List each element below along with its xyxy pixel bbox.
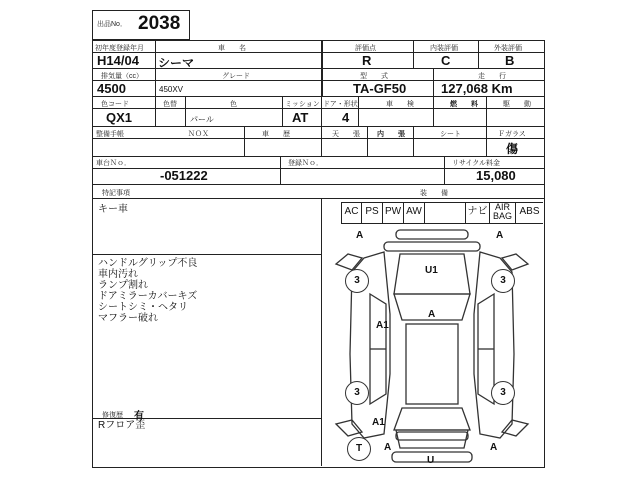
v-line: [413, 40, 414, 68]
h-line: [92, 418, 321, 419]
color-value: パール: [190, 115, 214, 124]
v-line: [433, 68, 434, 96]
remark-note: マフラー破れ: [98, 313, 158, 324]
v-line: [321, 126, 322, 156]
exterior-label: 外装評価: [494, 45, 522, 52]
v-line: [486, 96, 487, 126]
remark-note: シートシミ・ヘタリ: [98, 302, 188, 313]
interior-value: C: [441, 53, 451, 68]
damage-front-left: A: [356, 230, 364, 241]
front-bumper: [396, 230, 468, 239]
reg-date-value: H14/04: [97, 53, 139, 68]
damage-front-right: A: [496, 230, 504, 241]
v-line: [358, 96, 359, 126]
v-line: [282, 96, 283, 126]
damage-right-front-circle: 3: [491, 269, 515, 293]
drive-label: 駆 動: [503, 101, 531, 108]
score-value: R: [362, 53, 372, 68]
damage-left-rear-circle: 3: [345, 381, 369, 405]
car-name-label: 車 名: [218, 45, 246, 52]
inner-panel-label: 内 張: [377, 131, 405, 138]
v-line: [185, 96, 186, 126]
repair-note: Rフロア歪: [98, 420, 146, 431]
fuel-label: 燃 料: [450, 101, 478, 108]
model-label: 型 式: [360, 73, 388, 80]
door-label: ドア・形状: [323, 101, 358, 108]
grade-value: 450XV: [159, 85, 184, 94]
h-line: [92, 138, 544, 139]
remarks-label: 特記事項: [102, 190, 130, 197]
h-line: [92, 96, 544, 97]
remarks-notes-list: [98, 258, 197, 324]
displacement-label: 排気量（cc）: [101, 73, 143, 80]
right-rear-fender: [502, 420, 528, 436]
paint-change-label: 色替: [163, 101, 177, 108]
mileage-value: 127,068 Km: [441, 81, 513, 96]
repair-history-value: 有: [134, 411, 144, 422]
door-value: 4: [342, 110, 350, 125]
exhibit-label: 出品No．: [97, 21, 127, 28]
service-book-label: 整備手帳: [96, 131, 124, 138]
inspection-label: 車 検: [386, 101, 414, 108]
exhibit-number: 2038: [138, 13, 181, 34]
v-line: [244, 126, 245, 156]
car-name-value: シーマ: [158, 56, 195, 70]
remark-note: ハンドルグリップ不良: [98, 258, 198, 269]
color-code-value: QX1: [106, 110, 133, 125]
rear-window: [394, 408, 470, 430]
color-label: 色: [230, 101, 237, 108]
damage-rear-t-circle: T: [347, 437, 371, 461]
equip-airbag: AIR BAG: [492, 202, 512, 221]
car-diagram: [322, 224, 542, 466]
mission-label: ミッション: [285, 101, 320, 108]
displacement-value: 4500: [97, 81, 126, 96]
mission-value: AT: [292, 110, 309, 125]
damage-roof: U1: [425, 265, 438, 276]
v-line: [321, 40, 323, 96]
equip-navi: ナビ: [467, 206, 488, 217]
repair-history-label: 修復歴: [102, 412, 123, 419]
v-line: [486, 126, 487, 156]
h-line: [92, 52, 544, 53]
trunk-panel: [396, 430, 468, 448]
equip-ps: PS: [365, 206, 379, 217]
v-line: [413, 126, 414, 156]
roof-panel: [406, 324, 458, 404]
h-line: [92, 198, 544, 199]
remark-note: ドアミラーカバーキズ: [98, 291, 198, 302]
chassis-label: 車台Ｎｏ．: [96, 160, 131, 167]
equip-blank: [425, 203, 465, 221]
h-line: [92, 254, 321, 255]
nox-label: ＮＯＸ: [188, 131, 209, 138]
exterior-value: B: [505, 53, 515, 68]
equip-pw: PW: [384, 206, 402, 217]
damage-center: A: [428, 309, 436, 320]
score-label: 評価点: [355, 45, 376, 52]
v-line: [321, 96, 322, 126]
recycle-value: 15,080: [476, 168, 516, 183]
damage-rear-bumper: U: [427, 455, 435, 466]
v-line: [478, 40, 479, 68]
left-rear-fender: [336, 420, 362, 436]
damage-right-rear-circle: 3: [491, 381, 515, 405]
damage-rear-a1: A1: [372, 417, 385, 428]
equipment-label: 装 備: [420, 190, 448, 197]
remark-note: 車内汚れ: [98, 269, 138, 280]
damage-left-front-circle: 3: [345, 269, 369, 293]
remarks-top-note: キー車: [98, 204, 128, 215]
color-code-label: 色コード: [101, 101, 129, 108]
damage-rear-left: A: [384, 442, 392, 453]
glass-label: Ｆガラス: [498, 131, 526, 138]
v-line: [155, 40, 156, 96]
registration-label: 登録Ｎｏ．: [288, 160, 323, 167]
mileage-label: 走 行: [478, 73, 506, 80]
reg-date-label: 初年度登録年月: [95, 45, 144, 52]
model-value: TA-GF50: [353, 81, 407, 96]
v-line: [444, 156, 445, 184]
damage-left-a1: A1: [376, 320, 389, 331]
chassis-value: -051222: [160, 168, 208, 183]
damage-rear-right: A: [490, 442, 498, 453]
glass-value: 傷: [506, 142, 519, 156]
grade-label: グレード: [222, 73, 250, 80]
v-line: [433, 96, 434, 126]
equip-abs: ABS: [519, 206, 540, 217]
h-line: [92, 126, 544, 127]
v-line: [155, 96, 156, 126]
front-grille: [384, 242, 480, 251]
h-line: [92, 156, 544, 157]
v-line: [367, 126, 368, 156]
equip-aw: AW: [406, 206, 422, 217]
interior-label: 内装評価: [430, 45, 458, 52]
recycle-label: リサイクル料金: [452, 160, 501, 167]
equip-ac: AC: [344, 206, 359, 217]
seat-label: シート: [440, 131, 461, 138]
remark-note: ランプ割れ: [98, 280, 148, 291]
v-line: [280, 156, 281, 184]
left-front-fender: [336, 254, 362, 270]
right-front-fender: [502, 254, 528, 270]
roof-label: 天 張: [332, 131, 360, 138]
history-label: 車 歴: [262, 131, 290, 138]
rear-garnish: [396, 432, 468, 440]
h-line: [92, 184, 544, 185]
